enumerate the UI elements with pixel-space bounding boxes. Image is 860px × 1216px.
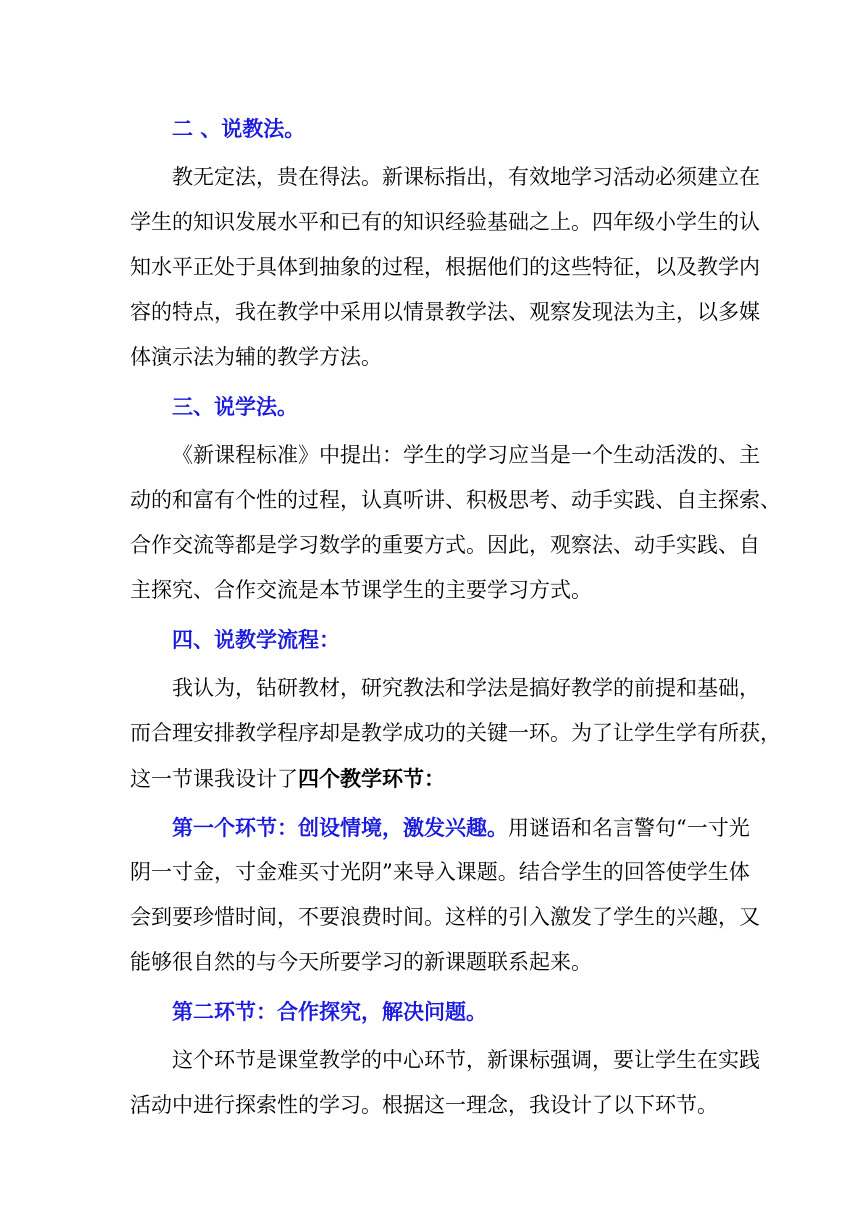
paragraph-line: 主探究、合作交流是本节课学生的主要学习方式。 (130, 578, 592, 602)
paragraph-line: 知水平正处于具体到抽象的过程，根据他们的这些特征，以及教学内 (130, 255, 760, 279)
section-heading-teaching-process: 四、说教学流程： (172, 627, 340, 652)
paragraph-line: 合作交流等都是学习数学的重要方式。因此，观察法、动手实践、自 (130, 533, 760, 557)
step-two-heading: 第二环节：合作探究，解决问题。 (172, 999, 487, 1024)
paragraph-line: 动的和富有个性的过程，认真听讲、积极思考、动手实践、自主探索、 (130, 488, 781, 512)
paragraph-text: 这一节课我设计了 (130, 767, 298, 791)
paragraph-line: 我认为，钻研教材，研究教法和学法是搞好教学的前提和基础， (172, 676, 760, 700)
paragraph-line: 而合理安排教学程序却是教学成功的关键一环。为了让学生学有所获， (130, 721, 781, 745)
paragraph-line: 活动中进行探索性的学习。根据这一理念，我设计了以下环节。 (130, 1093, 718, 1117)
paragraph-line: 能够很自然的与今天所要学习的新课题联系起来。 (130, 950, 592, 974)
paragraph-line: 容的特点，我在教学中采用以情景教学法、观察发现法为主，以多媒 (130, 300, 760, 324)
paragraph-line: 学生的知识发展水平和已有的知识经验基础之上。四年级小学生的认 (130, 210, 760, 234)
paragraph-line: 教无定法，贵在得法。新课标指出，有效地学习活动必须建立在 (172, 165, 760, 189)
paragraph-line: 《新课程标准》中提出：学生的学习应当是一个生动活泼的、主 (172, 443, 760, 467)
paragraph-line: 这个环节是课堂教学的中心环节，新课标强调，要让学生在实践 (172, 1048, 760, 1072)
paragraph-line: 阴一寸金，寸金难买寸光阴”来导入课题。结合学生的回答使学生体 (130, 860, 750, 884)
emphasis-text: 四个教学环节： (298, 766, 445, 791)
section-heading-learning-method: 三、说学法。 (172, 394, 298, 419)
document-body (130, 106, 781, 1128)
step-one-heading: 第一个环节：创设情境，激发兴趣。 (172, 815, 508, 840)
paragraph-line (130, 805, 750, 850)
paragraph-text: 用谜语和名言警句“一寸光 (508, 816, 750, 840)
paragraph-line (130, 756, 730, 801)
paragraph-line: 会到要珍惜时间，不要浪费时间。这样的引入激发了学生的兴趣，又 (130, 905, 760, 929)
section-heading-teaching-method: 二 、说教法。 (172, 116, 306, 141)
paragraph-line: 体演示法为辅的教学方法。 (130, 345, 382, 369)
